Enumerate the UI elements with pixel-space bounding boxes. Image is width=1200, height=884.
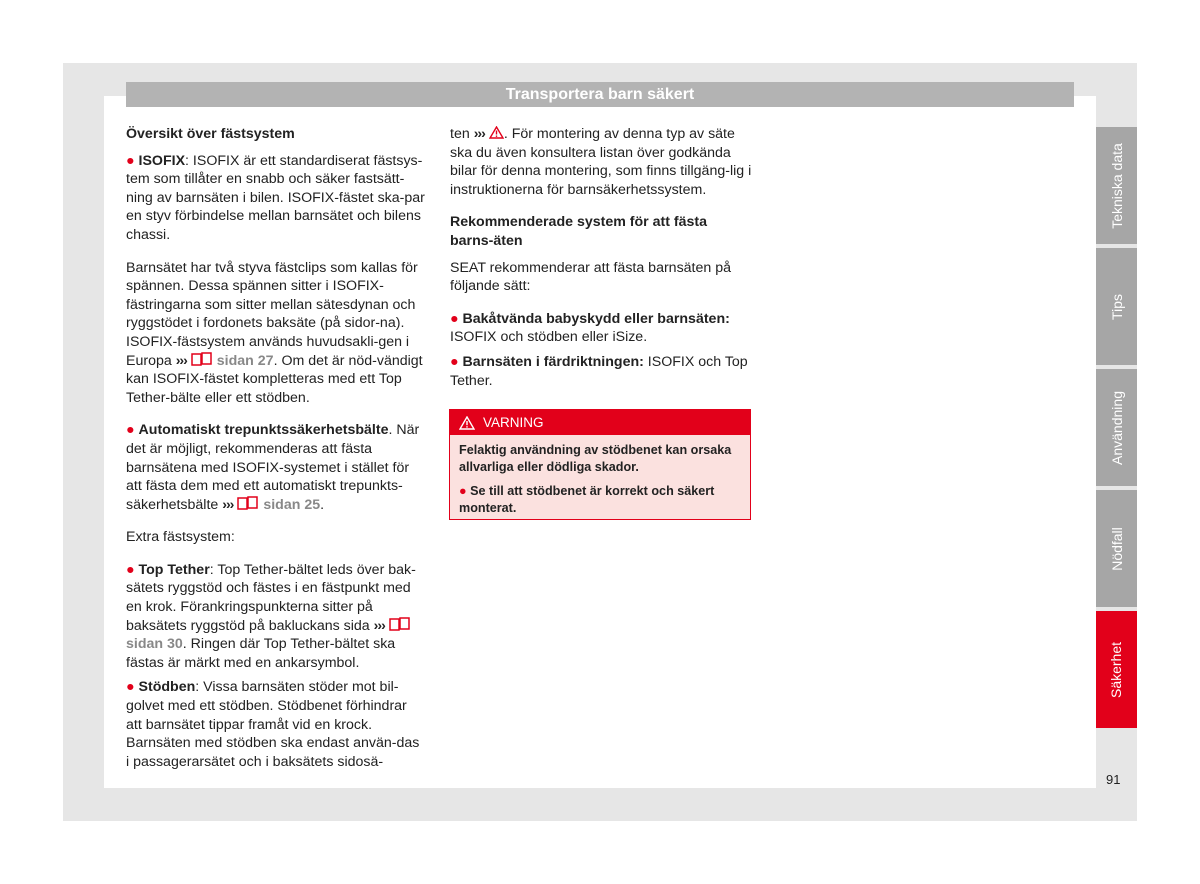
warning-box xyxy=(449,409,751,520)
chevron-arrows-icon: ››› xyxy=(222,496,234,513)
extra-systems-label: Extra fästsystem: xyxy=(126,529,235,546)
tab-anvandning[interactable] xyxy=(1096,369,1137,486)
warning-title: VARNING xyxy=(483,415,544,430)
rear-facing-label: Bakåtvända babyskydd eller barnsäten: xyxy=(462,310,730,327)
bullet-dot-icon: ● xyxy=(450,310,459,327)
warning-bullet xyxy=(459,483,741,517)
chevron-arrows-icon: ››› xyxy=(373,617,385,634)
bullet-dot-icon: ● xyxy=(459,484,467,498)
tab-label: Tips xyxy=(1108,293,1125,320)
tab-label: Tekniska data xyxy=(1108,142,1125,229)
buckle-paragraph xyxy=(126,259,426,408)
bullet-dot-icon: ● xyxy=(450,353,459,370)
auto-belt-paragraph xyxy=(126,421,426,514)
auto-belt-text: . När det är möjligt, rekommenderas att fästa barnsätena med ISOFIX-systemet i stället för att fästa dem med ett automatiskt trepunkts-säkerhetsbälte xyxy=(126,422,420,513)
recommended-heading: Rekommenderade system för att fästa barns-äten xyxy=(450,214,708,249)
buckle-tail: . Om det är nöd-vändigt kan ISOFIX-fästet kompletteras med ett Top Tether-bälte eller ett stödben. xyxy=(126,352,423,406)
continuation-paragraph xyxy=(450,125,752,199)
left-column xyxy=(126,125,426,785)
warning-body xyxy=(450,435,750,531)
isofix-text: : ISOFIX är ett standardiserat fästsys-tem som tillåter en snabb och säker fastsätt-ning av barnsäten i bilen. ISOFIX-fästet ska-par en styv förbindelse mellan barnsätet och bilens chassi. xyxy=(126,152,425,243)
top-tether-paragraph xyxy=(126,561,426,673)
warning-triangle-icon xyxy=(489,126,504,139)
auto-belt-tail: . xyxy=(320,496,325,513)
auto-belt-label: Automatiskt trepunktssäkerhetsbälte xyxy=(138,422,389,439)
book-reference-icon xyxy=(191,352,213,366)
overview-heading: Översikt över fästsystem xyxy=(126,126,295,142)
top-tether-tail: . Ringen där Top Tether-bältet ska fästas är märkt med en ankarsymbol. xyxy=(126,636,396,671)
bullet-dot-icon: ● xyxy=(126,152,135,169)
buckle-text: Barnsätet har två styva fästclips som kallas för spännen. Dessa spännen sitter i ISOFIX-fästringarna som sitter mellan sätesdynan och ryggstödet i fordonets baksäte (på sidor-na). ISOFIX-fästsystem används huvudsakli-gen i Europa xyxy=(126,259,418,369)
bullet-dot-icon: ● xyxy=(126,679,135,696)
warning-triangle-icon xyxy=(459,416,475,430)
right-column xyxy=(450,125,752,404)
warning-bullet-text: Se till att stödbenet är korrekt och säkert monterat. xyxy=(459,484,715,515)
isofix-label: ISOFIX xyxy=(138,152,186,169)
forward-facing-text: ISOFIX och Top Tether. xyxy=(450,353,748,389)
forward-facing-paragraph xyxy=(450,353,752,390)
continuation-pre: ten xyxy=(450,126,470,142)
tab-label: Säkerhet xyxy=(1108,641,1125,698)
tab-sakerhet[interactable] xyxy=(1096,611,1137,728)
continuation-text: . För montering av denna typ av säte ska du även konsultera listan över godkända bilar för denna montering, som finns tillgäng-lig i instruktionerna för barnsäkerhetssystem. xyxy=(450,126,752,198)
page-number: 91 xyxy=(1106,772,1121,787)
tab-label: Nödfall xyxy=(1108,526,1125,571)
book-reference-icon xyxy=(237,496,259,510)
tab-tips[interactable] xyxy=(1096,248,1137,365)
support-leg-label: Stödben xyxy=(138,679,196,696)
isofix-paragraph xyxy=(126,152,426,245)
page-link-30[interactable]: sidan 30 xyxy=(126,636,183,653)
page-link-25[interactable]: sidan 25 xyxy=(263,496,321,513)
tab-tekniska-data[interactable] xyxy=(1096,127,1137,244)
page-link-27[interactable]: sidan 27 xyxy=(216,352,274,369)
warning-text: Felaktig användning av stödbenet kan orsaka allvarliga eller dödliga skador. xyxy=(459,443,732,474)
bullet-dot-icon: ● xyxy=(126,561,135,578)
recommended-intro: SEAT rekommenderar att fästa barnsäten på följande sätt: xyxy=(450,259,732,295)
section-title: Transportera barn säkert xyxy=(126,82,1074,107)
rear-facing-paragraph xyxy=(450,310,752,347)
forward-facing-label: Barnsäten i färdriktningen: xyxy=(462,353,644,370)
book-reference-icon xyxy=(389,617,411,631)
rear-facing-text: ISOFIX och stödben eller iSize. xyxy=(450,329,648,346)
support-leg-text: : Vissa barnsäten stöder mot bil-golvet med ett stödben. Stödbenet förhindrar att barnsätet tippar framåt vid en krock. Barnsäten med stödben ska endast använ-das i passagerarsätet och i baksätets sidosä- xyxy=(126,679,420,770)
bullet-dot-icon: ● xyxy=(126,422,135,439)
warning-header xyxy=(450,410,750,435)
tab-nodfall[interactable] xyxy=(1096,490,1137,607)
chevron-arrows-icon: ››› xyxy=(473,126,485,142)
support-leg-paragraph xyxy=(126,678,426,771)
top-tether-text: : Top Tether-bältet leds över bak-sätets ryggstöd och fästes i en fästpunkt med en krok. Förankringspunkterna sitter på baksätets ryggstöd på bakluckans sida xyxy=(126,561,416,634)
tab-label: Användning xyxy=(1108,390,1125,465)
chevron-arrows-icon: ››› xyxy=(175,352,187,369)
top-tether-label: Top Tether xyxy=(138,561,210,578)
